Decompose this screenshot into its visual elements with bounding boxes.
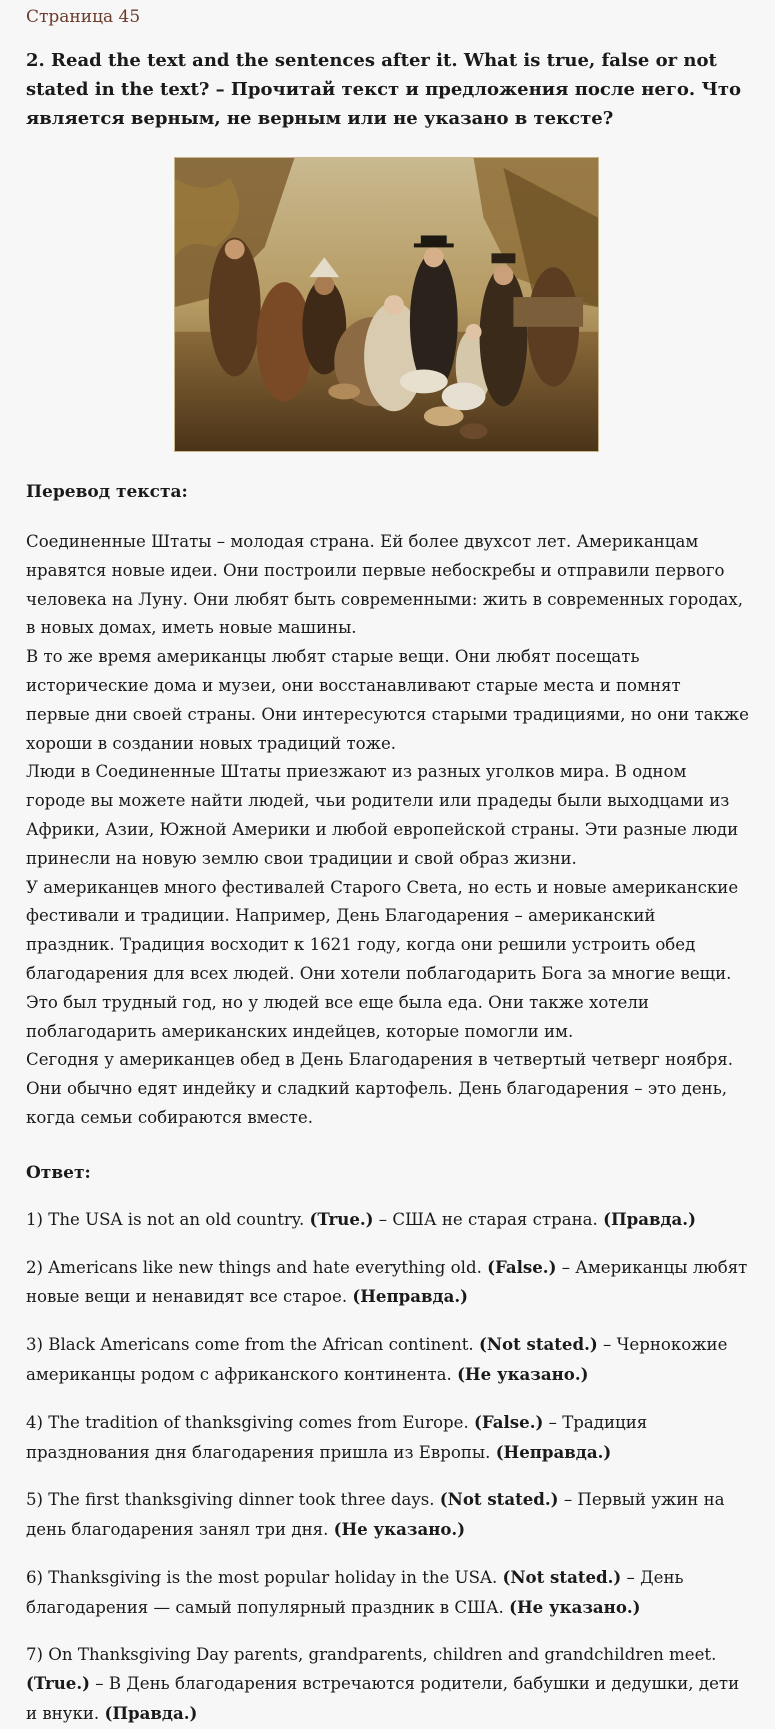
answer-verdict-english: (True.) [26, 1673, 90, 1694]
answer-verdict-russian: (Не указано.) [457, 1363, 589, 1384]
answer-item [26, 1485, 749, 1545]
answer-english: 1) The USA is not an old country. [26, 1209, 310, 1229]
answer-verdict-english: (Not stated.) [439, 1489, 559, 1510]
answer-verdict-english: (Not stated.) [478, 1334, 598, 1355]
answer-russian: – В День благодарения встречаются родители, бабушки и дедушки, дети и внуки. [26, 1674, 740, 1724]
answer-verdict-russian: (Не указано.) [509, 1596, 641, 1617]
translation-paragraph: Соединенные Штаты – молодая страна. Ей более двухсот лет. Американцам нравятся новые идеи. Они построили первые небоскребы и отправили первого человека на Луну. Они любят быть современными: жить в современных городах, в новых домах, иметь новые машины. [26, 532, 743, 638]
page-number: Страница 45 [26, 7, 141, 27]
translation-heading: Перевод текста: [26, 482, 188, 502]
translation-paragraph: Сегодня у американцев обед в День Благодарения в четвертый четверг ноября. Они обычно едят индейку и сладкий картофель. День благодарения – это день, когда семьи собираются вместе. [26, 1050, 734, 1127]
translation-paragraph: В то же время американцы любят старые вещи. Они любят посещать исторические дома и музеи, они восстанавливают старые места и помнят первые дни своей страны. Они интересуются старыми традициями, но они также хороши в создании новых традиций тоже. [26, 647, 749, 753]
answer-english: 4) The tradition of thanksgiving comes from Europe. [26, 1412, 475, 1432]
translation-text [26, 528, 749, 1133]
answer-verdict-english: (False.) [487, 1256, 557, 1277]
answer-item [26, 1205, 749, 1235]
translation-paragraph: Люди в Соединенные Штаты приезжают из разных уголков мира. В одном городе вы можете найти людей, чьи родители или прадеды были выходцами из Африки, Азии, Южной Америки и любой европейской страны. Эти разные люди принесли на новую землю свои традиции и свой образ жизни. [26, 762, 739, 868]
answer-russian: – Чернокожие американцы родом с африканского континента. [26, 1335, 728, 1384]
answer-item [26, 1330, 749, 1390]
answer-item [26, 1641, 749, 1729]
answer-verdict-russian: (Правда.) [603, 1208, 696, 1229]
answer-english: 7) On Thanksgiving Day parents, grandparents, children and grandchildren meet. [26, 1644, 717, 1664]
task-heading: 2. Read the text and the sentences after it. What is true, false or not stated in the text? – Прочитай текст и предложения после него. Что является верным, не верным или не указано в тексте? [26, 50, 742, 129]
answer-russian: – Традиция празднования дня благодарения пришла из Европы. [26, 1412, 648, 1462]
answer-russian: – День благодарения — самый популярный праздник в США. [26, 1567, 684, 1617]
answer-verdict-russian: (Неправда.) [495, 1441, 612, 1462]
answer-item [26, 1408, 749, 1468]
answer-russian: – Первый ужин на день благодарения занял три дня. [26, 1490, 725, 1540]
answer-english: 6) Thanksgiving is the most popular holiday in the USA. [26, 1567, 503, 1587]
thanksgiving-painting-image [174, 157, 599, 452]
answers-heading: Ответ: [26, 1162, 91, 1183]
translation-paragraph: У американцев много фестивалей Старого Света, но есть и новые американские фестивали и традиции. Например, День Благодарения – американский праздник. Традиция восходит к 1621 году, когда они решили устроить обед благодарения для всех людей. Они хотели поблагодарить Бога за многие вещи. [26, 877, 739, 983]
answer-english: 5) The first thanksgiving dinner took three days. [26, 1490, 440, 1510]
answer-item [26, 1563, 749, 1623]
answer-verdict-english: (Not stated.) [502, 1566, 622, 1587]
answer-english: 2) Americans like new things and hate everything old. [26, 1257, 488, 1277]
answer-english: 3) Black Americans come from the African continent. [26, 1335, 479, 1355]
answer-item [26, 1253, 749, 1313]
answer-verdict-english: (False.) [474, 1411, 544, 1432]
answer-verdict-russian: (Правда.) [104, 1703, 198, 1724]
translation-paragraph: Это был трудный год, но у людей все еще была еда. Они также хотели поблагодарить американских индейцев, которые помогли им. [26, 992, 649, 1041]
answer-russian: – Американцы любят новые вещи и ненавидят все старое. [26, 1257, 748, 1307]
answer-verdict-russian: (Неправда.) [352, 1286, 468, 1307]
answer-verdict-english: (True.) [309, 1208, 374, 1229]
answers-list [26, 1205, 749, 1729]
answer-verdict-russian: (Не указано.) [333, 1519, 466, 1540]
answer-russian: – США не старая страна. [373, 1209, 604, 1229]
